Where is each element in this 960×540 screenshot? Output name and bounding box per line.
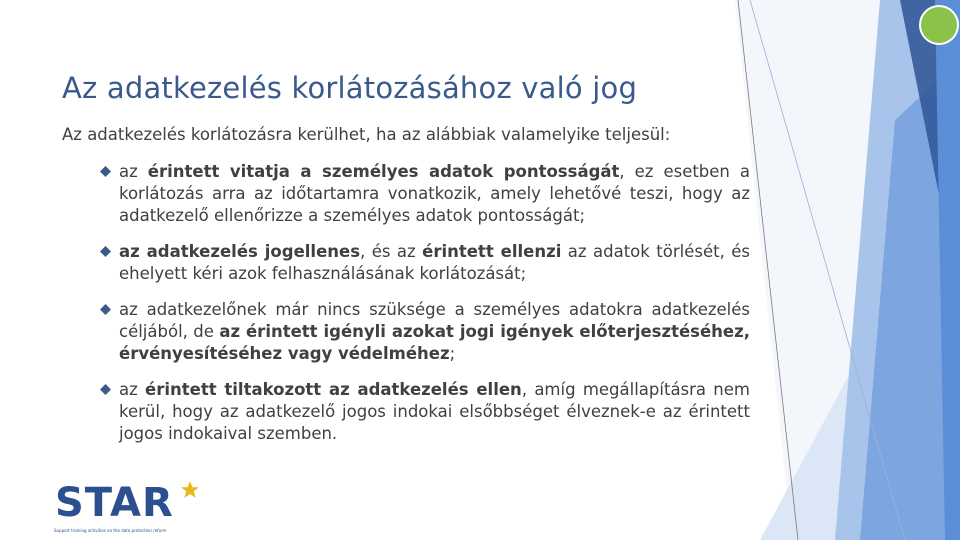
star-logo	[52, 478, 202, 538]
bullet-text-bold: az adatkezelés jogellenes	[119, 242, 361, 261]
diamond-bullet-icon	[100, 246, 111, 257]
bullet-text: ;	[449, 344, 456, 363]
logo-text: STAR	[55, 480, 174, 526]
bullet-text: az adatkezelőnek már nincs szüksége a személyes adatokra adatkezelés céljából, de	[119, 300, 750, 341]
bullet-text-bold: érintett ellenzi	[422, 242, 562, 261]
bullet-text-bold: érintett vitatja a személyes adatok pontosságát	[147, 162, 620, 181]
bullet-item	[100, 161, 750, 227]
diamond-bullet-icon	[100, 304, 111, 315]
bullet-text: az	[119, 380, 146, 399]
diamond-bullet-icon	[100, 384, 111, 395]
diamond-bullet-icon	[100, 166, 111, 177]
bullet-text-bold: az érintett igényli azokat jogi igények előterjesztéséhez, érvényesítéséhez vagy védelméhez	[119, 322, 750, 363]
bullet-item	[100, 241, 750, 285]
bullet-text: az adatok törlését, és ehelyett kéri azok felhasználásának korlátozását;	[119, 242, 751, 283]
bullet-list	[100, 161, 750, 459]
bullet-text: , és az	[360, 242, 423, 261]
bullet-text: , amíg megállapításra nem kerül, hogy az adatkezelő jogos indokai elsőbbséget élveznek-e az érintett jogos indokaival szemben.	[119, 380, 750, 443]
star-icon	[180, 480, 200, 500]
bullet-text-bold: érintett tiltakozott az adatkezelés ellen	[145, 380, 522, 399]
bullet-text: az	[119, 162, 148, 181]
bullet-item	[100, 299, 750, 365]
slide-title: Az adatkezelés korlátozásához való jog	[62, 71, 638, 106]
slide-intro: Az adatkezelés korlátozásra kerülhet, ha az alábbiak valamelyike teljesül:	[62, 125, 671, 144]
bullet-item	[100, 379, 750, 445]
logo-caption: Support training activities on the data protection reform	[54, 528, 167, 533]
bullet-text: , ez esetben a korlátozás arra az időtartamra vonatkozik, amely lehetővé teszi, hogy az adatkezelő ellenőrizze a személyes adatok pontosságát;	[119, 162, 750, 225]
green-circle-icon	[918, 4, 960, 46]
